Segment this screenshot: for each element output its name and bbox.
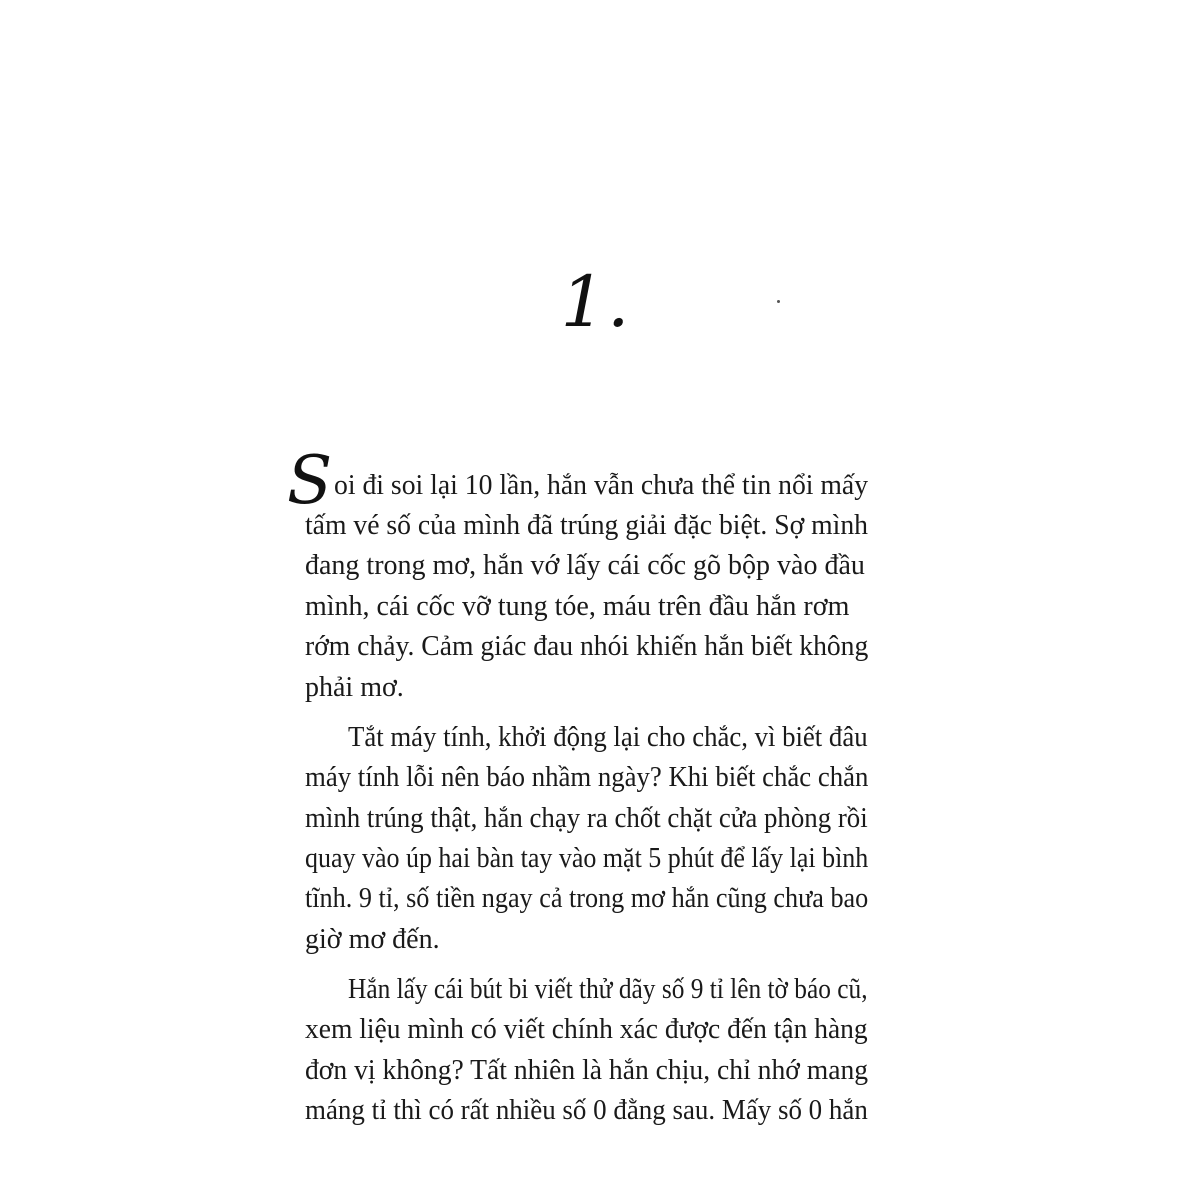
- text-line: mình trúng thật, hắn chạy ra chốt chặt cửa phòng rồi: [305, 803, 868, 834]
- print-speck: [777, 300, 780, 303]
- text-line: giờ mơ đến.: [305, 924, 440, 955]
- text-line: máng tỉ thì có rất nhiều số 0 đằng sau. Mấy số 0 hắn: [305, 1095, 868, 1126]
- text-line: Hắn lấy cái bút bi viết thử dãy số 9 tỉ lên tờ báo cũ,: [348, 974, 868, 1005]
- text-line: phải mơ.: [305, 672, 404, 703]
- text-line: xem liệu mình có viết chính xác được đến tận hàng: [305, 1014, 868, 1045]
- text-line: đang trong mơ, hắn vớ lấy cái cốc gõ bộp vào đầu: [305, 550, 865, 581]
- text-line: oi đi soi lại 10 lần, hắn vẫn chưa thể tin nổi mấy: [334, 470, 869, 501]
- text-line: mình, cái cốc vỡ tung tóe, máu trên đầu hắn rơm: [305, 591, 850, 622]
- chapter-number: 1.: [560, 261, 632, 343]
- text-line: máy tính lỗi nên báo nhầm ngày? Khi biết chắc chắn: [305, 762, 869, 793]
- text-line: đơn vị không? Tất nhiên là hắn chịu, chỉ nhớ mang: [305, 1055, 869, 1086]
- text-line: quay vào úp hai bàn tay vào mặt 5 phút để lấy lại bình: [305, 843, 869, 874]
- text-line: rớm chảy. Cảm giác đau nhói khiến hắn biết không: [305, 631, 869, 662]
- text-line: Tắt máy tính, khởi động lại cho chắc, vì biết đâu: [348, 722, 868, 753]
- text-line: tấm vé số của mình đã trúng giải đặc biệt. Sợ mình: [305, 510, 869, 541]
- text-line: tĩnh. 9 tỉ, số tiền ngay cả trong mơ hắn cũng chưa bao: [305, 883, 869, 914]
- drop-cap: S: [287, 442, 333, 519]
